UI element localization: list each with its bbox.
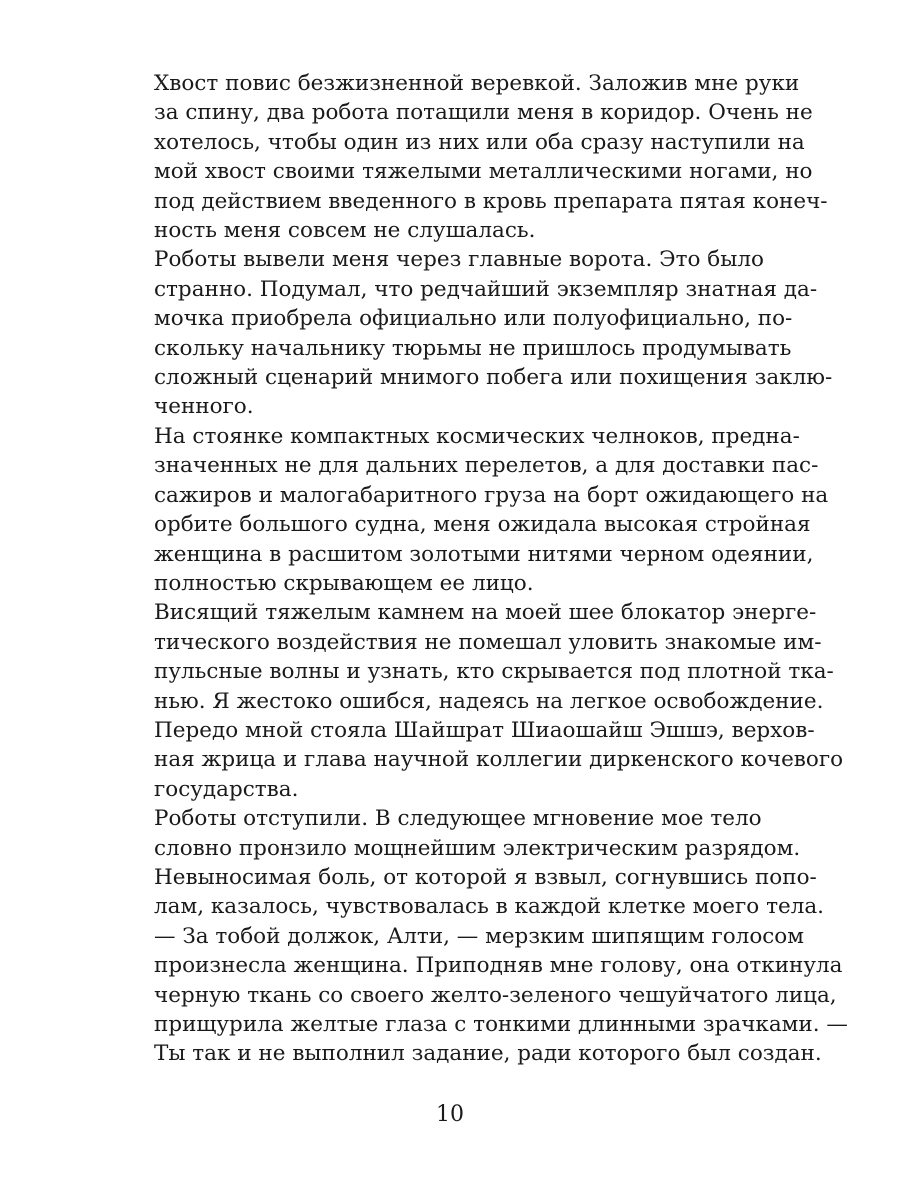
text-line: мой хвост своими тяжелыми металлическими ногами, но — [154, 159, 813, 185]
text-line: мочка приобрела официально или полуофициально, по- — [154, 306, 793, 332]
text-line: произнесла женщина. Приподняв мне голову, она откинула — [154, 953, 843, 979]
text-line: полностью скрывающем ее лицо. — [154, 570, 534, 596]
text-line: значенных не для дальних перелетов, а для доставки пас- — [154, 453, 819, 479]
text-line: орбите большого судна, меня ожидала высокая стройная — [154, 512, 811, 538]
text-line: скольку начальнику тюрьмы не пришлось продумывать — [154, 335, 792, 361]
paragraph — [124, 245, 833, 421]
paragraph — [124, 69, 828, 245]
body-text — [124, 69, 848, 1069]
text-line: Невыносимая боль, от которой я взвыл, согнувшись попо- — [154, 864, 817, 890]
text-line: — За тобой должок, Алти, — мерзким шипящим голосом — [154, 923, 804, 949]
paragraph — [124, 422, 829, 598]
text-line: черную ткань со своего желто-зеленого чешуйчатого лица, — [154, 982, 837, 1008]
text-line: хотелось, чтобы один из них или оба сразу наступили на — [154, 129, 805, 155]
text-line: Роботы отступили. В следующее мгновение мое тело — [154, 806, 762, 832]
text-line: под действием введенного в кровь препарата пятая конеч- — [154, 188, 828, 214]
text-line: сложный сценарий мнимого побега или похищения заклю- — [154, 365, 833, 391]
text-line: женщина в расшитом золотыми нитями черном одеянии, — [154, 541, 814, 567]
paragraph — [124, 804, 825, 922]
text-line: словно пронзило мощнейшим электрическим разрядом. — [154, 835, 801, 861]
text-line: Хвост повис безжизненной веревкой. Заложив мне руки — [154, 71, 800, 96]
text-line: государства. — [154, 776, 299, 802]
page-number: 10 — [436, 1102, 464, 1127]
text-line: прищурила желтые глаза с тонкими длинными зрачками. — — [154, 1012, 848, 1037]
text-line: за спину, два робота потащили меня в коридор. Очень не — [154, 100, 813, 126]
text-line: ность меня совсем не слушалась. — [154, 218, 536, 244]
text-line: пульсные волны и узнать, кто скрывается под плотной тка- — [154, 659, 834, 685]
text-line: нью. Я жестоко ошибся, надеясь на легкое освобождение. — [154, 688, 824, 714]
paragraph — [124, 922, 848, 1069]
text-line: ная жрица и глава научной коллегии диркенского кочевого — [154, 747, 844, 773]
text-line: тического воздействия не помешал уловить знакомые им- — [154, 629, 822, 655]
text-line: Ты так и не выполнил задание, ради которого был создан. — [154, 1041, 822, 1067]
text-line: ченного. — [154, 394, 254, 420]
text-line: странно. Подумал, что редчайший экземпляр знатная да- — [154, 276, 818, 302]
text-line: Передо мной стояла Шайшрат Шиаошайш Эшшэ, верхов- — [154, 717, 815, 743]
text-line: На стоянке компактных космических челноков, предна- — [154, 423, 800, 449]
text-line: лам, казалось, чувствовалась в каждой клетке моего тела. — [154, 894, 825, 920]
paragraph — [124, 598, 844, 804]
text-line: сажиров и малогабаритного груза на борт ожидающего на — [154, 482, 829, 508]
text-line: Роботы вывели меня через главные ворота. Это было — [154, 247, 764, 273]
text-line: Висящий тяжелым камнем на моей шее блокатор энерге- — [154, 600, 817, 626]
